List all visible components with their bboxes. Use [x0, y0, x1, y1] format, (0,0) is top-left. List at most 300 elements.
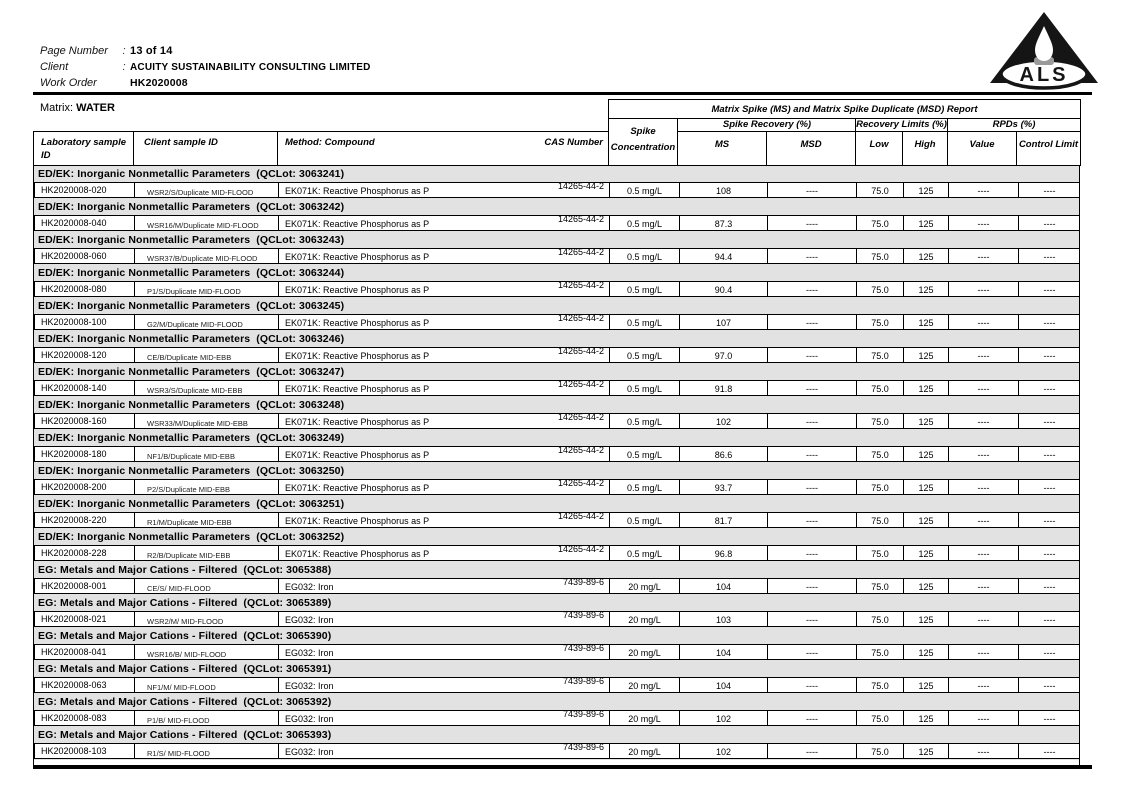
method-compound: EK071K: Reactive Phosphorus as P — [285, 384, 430, 394]
col-header-ms: MS — [677, 131, 767, 166]
sample-data-row — [34, 248, 1079, 265]
cas-number: 7439-89-6 — [562, 577, 604, 587]
cas-number: 14265-44-2 — [557, 181, 604, 191]
recovery-limit-high-cell: 125 — [903, 644, 949, 660]
recovery-limit-high-cell: 125 — [903, 182, 949, 198]
qclot-section-label: ED/EK: Inorganic Nonmetallic Parameters (QCLot: 3063250) — [38, 465, 345, 477]
qclot-section-header — [34, 265, 1079, 281]
qclot-section-label: EG: Metals and Major Cations - Filtered (QCLot: 3065393) — [38, 729, 332, 741]
method-compound: EK071K: Reactive Phosphorus as P — [285, 252, 430, 262]
msd-recovery-cell: ---- — [767, 413, 857, 429]
recovery-limit-high-cell: 125 — [903, 479, 949, 495]
lab-sample-id-cell: HK2020008-020 — [34, 182, 135, 198]
lab-sample-id-cell: HK2020008-220 — [34, 512, 135, 528]
sample-data-row — [34, 347, 1079, 364]
lab-sample-id-cell: HK2020008-100 — [34, 314, 135, 330]
spike-concentration-cell: 0.5 mg/L — [609, 512, 680, 528]
lab-sample-id-cell: HK2020008-083 — [34, 710, 135, 726]
rpd-value-cell: ---- — [948, 710, 1019, 726]
lab-sample-id-cell: HK2020008-021 — [34, 611, 135, 627]
lab-sample-id-cell: HK2020008-160 — [34, 413, 135, 429]
ms-recovery-cell: 107 — [679, 314, 768, 330]
spike-concentration-cell: 0.5 mg/L — [609, 479, 680, 495]
rpd-value-cell: ---- — [948, 644, 1019, 660]
col-header-low: Low — [855, 131, 903, 166]
method-compound-cell — [278, 347, 610, 363]
rpd-control-limit-cell: ---- — [1018, 248, 1080, 264]
sample-data-row — [34, 677, 1079, 694]
rpd-control-limit-cell: ---- — [1018, 677, 1080, 693]
cas-number: 7439-89-6 — [562, 676, 604, 686]
spike-concentration-cell: 0.5 mg/L — [609, 413, 680, 429]
spike-concentration-cell: 0.5 mg/L — [609, 182, 680, 198]
sample-data-row — [34, 512, 1079, 529]
lab-sample-id-cell: HK2020008-041 — [34, 644, 135, 660]
client-sample-id-cell: WSR3/S/Duplicate MID-EBB — [134, 380, 279, 396]
spike-concentration-cell: 20 mg/L — [609, 611, 680, 627]
ms-recovery-cell: 102 — [679, 413, 768, 429]
work-order-label: Work Order — [40, 77, 97, 89]
recovery-limit-high-cell: 125 — [903, 413, 949, 429]
recovery-limit-high-cell: 125 — [903, 743, 949, 759]
recovery-limit-high-cell: 125 — [903, 710, 949, 726]
col-header-client-sample-id: Client sample ID — [133, 131, 278, 166]
qclot-section-header — [34, 199, 1079, 215]
rpd-control-limit-cell: ---- — [1018, 578, 1080, 594]
client-sample-id-cell: WSR33/M/Duplicate MID-EBB — [134, 413, 279, 429]
cas-number: 14265-44-2 — [557, 214, 604, 224]
msd-recovery-cell: ---- — [767, 347, 857, 363]
qclot-section-header — [34, 166, 1079, 182]
method-compound: EG032: Iron — [285, 648, 334, 658]
qclot-section-header — [34, 694, 1079, 710]
method-compound-cell — [278, 512, 610, 528]
rpd-control-limit-cell: ---- — [1018, 512, 1080, 528]
ms-recovery-cell: 81.7 — [679, 512, 768, 528]
recovery-limit-high-cell: 125 — [903, 611, 949, 627]
rpd-value-cell: ---- — [948, 512, 1019, 528]
recovery-limit-high-cell: 125 — [903, 512, 949, 528]
rpd-value-cell: ---- — [948, 743, 1019, 759]
method-compound: EK071K: Reactive Phosphorus as P — [285, 318, 430, 328]
method-compound-cell — [278, 479, 610, 495]
spike-concentration-cell: 0.5 mg/L — [609, 545, 680, 561]
recovery-limit-low-cell: 75.0 — [856, 644, 904, 660]
rpd-value-cell: ---- — [948, 380, 1019, 396]
lab-sample-id-cell: HK2020008-040 — [34, 215, 135, 231]
rpd-value-cell: ---- — [948, 611, 1019, 627]
recovery-limit-low-cell: 75.0 — [856, 413, 904, 429]
work-order-value: HK2020008 — [130, 77, 188, 89]
lab-sample-id-cell: HK2020008-001 — [34, 578, 135, 594]
rpd-value-cell: ---- — [948, 314, 1019, 330]
rpd-control-limit-cell: ---- — [1018, 446, 1080, 462]
method-compound-cell — [278, 413, 610, 429]
rpd-value-cell: ---- — [948, 248, 1019, 264]
rpd-control-limit-cell: ---- — [1018, 644, 1080, 660]
rpd-control-limit-cell: ---- — [1018, 281, 1080, 297]
method-compound: EK071K: Reactive Phosphorus as P — [285, 219, 430, 229]
ms-recovery-cell: 102 — [679, 743, 768, 759]
col-header-msd: MSD — [766, 131, 856, 166]
msd-recovery-cell: ---- — [767, 611, 857, 627]
rpd-value-cell: ---- — [948, 182, 1019, 198]
method-compound-cell — [278, 710, 610, 726]
recovery-limit-high-cell: 125 — [903, 347, 949, 363]
client-sample-id-cell: R1/M/Duplicate MID-EBB — [134, 512, 279, 528]
lab-sample-id-cell: HK2020008-140 — [34, 380, 135, 396]
msd-recovery-cell: ---- — [767, 545, 857, 561]
ms-recovery-cell: 94.4 — [679, 248, 768, 264]
qclot-section-label: ED/EK: Inorganic Nonmetallic Parameters (QCLot: 3063248) — [38, 399, 345, 411]
recovery-limit-low-cell: 75.0 — [856, 743, 904, 759]
client-sample-id-cell: CE/S/ MID-FLOOD — [134, 578, 279, 594]
spike-concentration-cell: 0.5 mg/L — [609, 248, 680, 264]
recovery-limit-high-cell: 125 — [903, 677, 949, 693]
ms-recovery-cell: 91.8 — [679, 380, 768, 396]
lab-sample-id-cell: HK2020008-060 — [34, 248, 135, 264]
col-group-spike-recovery: Spike Recovery (%) — [677, 118, 857, 132]
client-sample-id-cell: WSR37/B/Duplicate MID-FLOOD — [134, 248, 279, 264]
ms-recovery-cell: 86.6 — [679, 446, 768, 462]
msd-recovery-cell: ---- — [767, 215, 857, 231]
qclot-section-header — [34, 661, 1079, 677]
sample-data-row — [34, 545, 1079, 562]
msd-recovery-cell: ---- — [767, 248, 857, 264]
qclot-section-header — [34, 397, 1079, 413]
spike-concentration-cell: 20 mg/L — [609, 578, 680, 594]
recovery-limit-low-cell: 75.0 — [856, 677, 904, 693]
qclot-section-label: ED/EK: Inorganic Nonmetallic Parameters (QCLot: 3063244) — [38, 267, 345, 279]
ms-recovery-cell: 108 — [679, 182, 768, 198]
ms-recovery-cell: 93.7 — [679, 479, 768, 495]
spike-concentration-cell: 0.5 mg/L — [609, 314, 680, 330]
matrix-line — [40, 102, 115, 114]
method-compound: EG032: Iron — [285, 714, 334, 724]
recovery-limit-low-cell: 75.0 — [856, 248, 904, 264]
qclot-section-header — [34, 430, 1079, 446]
lab-header-line1: Laboratory sample — [41, 137, 126, 148]
recovery-limit-low-cell: 75.0 — [856, 281, 904, 297]
qclot-section-label: ED/EK: Inorganic Nonmetallic Parameters (QCLot: 3063247) — [38, 366, 345, 378]
col-header-control-limit: Control Limit — [1016, 131, 1081, 166]
page-number-value: 13 of 14 — [130, 45, 173, 57]
qclot-section-label: ED/EK: Inorganic Nonmetallic Parameters (QCLot: 3063242) — [38, 201, 345, 213]
qclot-section-label: EG: Metals and Major Cations - Filtered (QCLot: 3065391) — [38, 663, 332, 675]
ms-recovery-cell: 103 — [679, 611, 768, 627]
ms-recovery-cell: 104 — [679, 677, 768, 693]
recovery-limit-high-cell: 125 — [903, 314, 949, 330]
method-compound: EK071K: Reactive Phosphorus as P — [285, 417, 430, 427]
rpd-value-cell: ---- — [948, 677, 1019, 693]
msd-report-banner: Matrix Spike (MS) and Matrix Spike Duplicate (MSD) Report — [608, 99, 1081, 119]
method-compound-cell — [278, 215, 610, 231]
qclot-section-label: EG: Metals and Major Cations - Filtered (QCLot: 3065388) — [38, 564, 332, 576]
recovery-limit-low-cell: 75.0 — [856, 182, 904, 198]
recovery-limit-low-cell: 75.0 — [856, 380, 904, 396]
msd-recovery-cell: ---- — [767, 380, 857, 396]
sample-data-row — [34, 644, 1079, 661]
rpd-value-cell: ---- — [948, 446, 1019, 462]
cas-number: 14265-44-2 — [557, 379, 604, 389]
cas-number: 14265-44-2 — [557, 478, 604, 488]
method-compound: EK071K: Reactive Phosphorus as P — [285, 483, 430, 493]
qclot-section-header — [34, 463, 1079, 479]
client-sample-id-cell: WSR16/B/ MID-FLOOD — [134, 644, 279, 660]
col-header-method-compound: Method: Compound — [285, 137, 375, 148]
spike-concentration-cell: 0.5 mg/L — [609, 281, 680, 297]
spike-concentration-cell: 0.5 mg/L — [609, 380, 680, 396]
rpd-control-limit-cell: ---- — [1018, 479, 1080, 495]
method-compound-cell — [278, 743, 610, 759]
ms-recovery-cell: 104 — [679, 644, 768, 660]
lab-sample-id-cell: HK2020008-080 — [34, 281, 135, 297]
client-sample-id-cell: P1/B/ MID-FLOOD — [134, 710, 279, 726]
client-sample-id-cell: WSR2/S/Duplicate MID-FLOOD — [134, 182, 279, 198]
rpd-value-cell: ---- — [948, 578, 1019, 594]
qclot-section-label: ED/EK: Inorganic Nonmetallic Parameters (QCLot: 3063245) — [38, 300, 345, 312]
qclot-section-label: ED/EK: Inorganic Nonmetallic Parameters (QCLot: 3063251) — [38, 498, 345, 510]
qclot-section-header — [34, 595, 1079, 611]
method-compound: EG032: Iron — [285, 582, 334, 592]
rpd-control-limit-cell: ---- — [1018, 710, 1080, 726]
qclot-section-label: EG: Metals and Major Cations - Filtered (QCLot: 3065392) — [38, 696, 332, 708]
rpd-control-limit-cell: ---- — [1018, 743, 1080, 759]
lab-sample-id-cell: HK2020008-180 — [34, 446, 135, 462]
msd-recovery-cell: ---- — [767, 743, 857, 759]
recovery-limit-low-cell: 75.0 — [856, 710, 904, 726]
ms-recovery-cell: 97.0 — [679, 347, 768, 363]
qclot-section-header — [34, 562, 1079, 578]
col-header-laboratory-sample-id — [33, 131, 134, 166]
method-compound-cell — [278, 677, 610, 693]
qclot-section-label: EG: Metals and Major Cations - Filtered (QCLot: 3065390) — [38, 630, 332, 642]
rpd-control-limit-cell: ---- — [1018, 314, 1080, 330]
header-divider-rule — [33, 92, 1092, 95]
msd-recovery-cell: ---- — [767, 677, 857, 693]
cas-number: 7439-89-6 — [562, 742, 604, 752]
cas-number: 7439-89-6 — [562, 643, 604, 653]
rpd-control-limit-cell: ---- — [1018, 413, 1080, 429]
method-compound-cell — [278, 644, 610, 660]
als-logo-icon — [988, 10, 1100, 92]
recovery-limit-low-cell: 75.0 — [856, 215, 904, 231]
client-sample-id-cell: CE/B/Duplicate MID-EBB — [134, 347, 279, 363]
ms-recovery-cell: 87.3 — [679, 215, 768, 231]
client-sample-id-cell: NF1/M/ MID-FLOOD — [134, 677, 279, 693]
client-sample-id-cell: NF1/B/Duplicate MID-EBB — [134, 446, 279, 462]
qclot-section-label: ED/EK: Inorganic Nonmetallic Parameters (QCLot: 3063243) — [38, 234, 345, 246]
spike-concentration-cell: 20 mg/L — [609, 644, 680, 660]
qclot-section-label: EG: Metals and Major Cations - Filtered (QCLot: 3065389) — [38, 597, 332, 609]
col-group-recovery-limits: Recovery Limits (%) — [856, 119, 947, 130]
rpd-control-limit-cell: ---- — [1018, 182, 1080, 198]
recovery-limit-low-cell: 75.0 — [856, 611, 904, 627]
cas-number: 14265-44-2 — [557, 313, 604, 323]
matrix-label: Matrix: — [40, 102, 73, 114]
msd-recovery-cell: ---- — [767, 446, 857, 462]
qclot-section-label: ED/EK: Inorganic Nonmetallic Parameters (QCLot: 3063246) — [38, 333, 345, 345]
method-compound-cell — [278, 611, 610, 627]
method-compound: EK071K: Reactive Phosphorus as P — [285, 450, 430, 460]
page-number-separator: : — [122, 45, 126, 57]
method-compound: EK071K: Reactive Phosphorus as P — [285, 186, 430, 196]
spike-concentration-cell: 0.5 mg/L — [609, 347, 680, 363]
sample-data-row — [34, 314, 1079, 331]
msd-recovery-cell: ---- — [767, 578, 857, 594]
recovery-limit-high-cell: 125 — [903, 215, 949, 231]
rpd-control-limit-cell: ---- — [1018, 545, 1080, 561]
method-compound: EG032: Iron — [285, 615, 334, 625]
col-header-value: Value — [947, 131, 1017, 166]
rpd-value-cell: ---- — [948, 215, 1019, 231]
qclot-section-header — [34, 529, 1079, 545]
cas-number: 14265-44-2 — [557, 346, 604, 356]
spike-concentration-cell: 20 mg/L — [609, 677, 680, 693]
sample-data-row — [34, 182, 1079, 199]
client-sample-id-cell: P1/S/Duplicate MID-FLOOD — [134, 281, 279, 297]
rpd-value-cell: ---- — [948, 413, 1019, 429]
method-compound-cell — [278, 380, 610, 396]
msd-recovery-cell: ---- — [767, 479, 857, 495]
spike-concentration-cell: 20 mg/L — [609, 743, 680, 759]
method-compound-cell — [278, 578, 610, 594]
method-compound-cell — [278, 281, 610, 297]
cas-number: 7439-89-6 — [562, 709, 604, 719]
rpd-value-cell: ---- — [948, 347, 1019, 363]
sample-data-row — [34, 446, 1079, 463]
col-group-rpds: RPDs (%) — [947, 118, 1081, 132]
sample-data-row — [34, 215, 1079, 232]
spike-concentration-cell: 0.5 mg/L — [609, 446, 680, 462]
recovery-limit-low-cell: 75.0 — [856, 347, 904, 363]
cas-number: 14265-44-2 — [557, 544, 604, 554]
qclot-section-header — [34, 364, 1079, 380]
rpd-control-limit-cell: ---- — [1018, 215, 1080, 231]
qclot-section-header — [34, 496, 1079, 512]
method-compound-cell — [278, 314, 610, 330]
cas-number: 14265-44-2 — [557, 412, 604, 422]
method-compound-cell — [278, 182, 610, 198]
recovery-limit-high-cell: 125 — [903, 446, 949, 462]
client-sample-id-cell: G2/M/Duplicate MID-FLOOD — [134, 314, 279, 330]
lab-sample-id-cell: HK2020008-200 — [34, 479, 135, 495]
cas-number: 14265-44-2 — [557, 511, 604, 521]
recovery-limit-low-cell: 75.0 — [856, 545, 904, 561]
cas-number: 7439-89-6 — [562, 610, 604, 620]
client-sample-id-cell: WSR2/M/ MID-FLOOD — [134, 611, 279, 627]
spike-concentration-cell: 0.5 mg/L — [609, 215, 680, 231]
recovery-limit-low-cell: 75.0 — [856, 479, 904, 495]
client-sample-id-cell: WSR16/M/Duplicate MID-FLOOD — [134, 215, 279, 231]
sample-data-row — [34, 413, 1079, 430]
lab-sample-id-cell: HK2020008-063 — [34, 677, 135, 693]
work-order-row — [40, 73, 188, 91]
col-header-high: High — [902, 131, 948, 166]
qclot-section-header — [34, 298, 1079, 314]
recovery-limit-high-cell: 125 — [903, 545, 949, 561]
client-value: ACUITY SUSTAINABILITY CONSULTING LIMITED — [130, 62, 371, 73]
spike-conc-line2: Concentration — [610, 142, 676, 153]
method-compound: EK071K: Reactive Phosphorus as P — [285, 516, 430, 526]
client-separator: : — [122, 61, 126, 73]
msd-recovery-cell: ---- — [767, 182, 857, 198]
msd-recovery-cell: ---- — [767, 314, 857, 330]
sample-data-row — [34, 710, 1079, 727]
qclot-section-header — [34, 727, 1079, 743]
sample-data-row — [34, 281, 1079, 298]
table-body — [33, 166, 1080, 765]
rpd-control-limit-cell: ---- — [1018, 347, 1080, 363]
msd-recovery-cell: ---- — [767, 644, 857, 660]
msd-recovery-cell: ---- — [767, 710, 857, 726]
cas-number: 14265-44-2 — [557, 445, 604, 455]
ms-recovery-cell: 96.8 — [679, 545, 768, 561]
matrix-value: WATER — [76, 102, 115, 114]
method-compound: EG032: Iron — [285, 747, 334, 757]
spike-concentration-cell: 20 mg/L — [609, 710, 680, 726]
method-compound-cell — [278, 545, 610, 561]
recovery-limit-low-cell: 75.0 — [856, 314, 904, 330]
recovery-limit-low-cell: 75.0 — [856, 578, 904, 594]
lab-sample-id-cell: HK2020008-228 — [34, 545, 135, 561]
sample-data-row — [34, 743, 1079, 760]
qclot-section-label: ED/EK: Inorganic Nonmetallic Parameters (QCLot: 3063241) — [38, 168, 345, 180]
table-bottom-filler — [34, 760, 1079, 765]
page-number-label: Page Number — [40, 45, 108, 57]
method-compound: EK071K: Reactive Phosphorus as P — [285, 351, 430, 361]
col-header-cas-number: CAS Number — [544, 137, 603, 148]
spike-conc-line1: Spike — [630, 126, 656, 137]
cas-number: 14265-44-2 — [557, 247, 604, 257]
ms-recovery-cell: 102 — [679, 710, 768, 726]
footer-divider-rule — [33, 765, 1092, 769]
method-compound-cell — [278, 248, 610, 264]
msd-recovery-cell: ---- — [767, 512, 857, 528]
recovery-limit-low-cell: 75.0 — [856, 446, 904, 462]
lab-sample-id-cell: HK2020008-103 — [34, 743, 135, 759]
qclot-section-header — [34, 331, 1079, 347]
qclot-section-label: ED/EK: Inorganic Nonmetallic Parameters (QCLot: 3063249) — [38, 432, 345, 444]
client-label: Client — [40, 61, 69, 73]
method-compound: EK071K: Reactive Phosphorus as P — [285, 549, 430, 559]
recovery-limit-low-cell: 75.0 — [856, 512, 904, 528]
qclot-section-header — [34, 232, 1079, 248]
lab-header-line2: ID — [41, 150, 51, 161]
cas-number: 14265-44-2 — [557, 280, 604, 290]
qclot-section-header — [34, 628, 1079, 644]
msd-recovery-cell: ---- — [767, 281, 857, 297]
rpd-control-limit-cell: ---- — [1018, 380, 1080, 396]
sample-data-row — [34, 479, 1079, 496]
sample-data-row — [34, 380, 1079, 397]
col-header-method-cas — [277, 131, 609, 166]
ms-recovery-cell: 90.4 — [679, 281, 768, 297]
ms-recovery-cell: 104 — [679, 578, 768, 594]
method-compound-cell — [278, 446, 610, 462]
recovery-limit-high-cell: 125 — [903, 578, 949, 594]
recovery-limit-high-cell: 125 — [903, 281, 949, 297]
col-header-spike-concentration — [608, 118, 678, 166]
method-compound: EK071K: Reactive Phosphorus as P — [285, 285, 430, 295]
sample-data-row — [34, 578, 1079, 595]
sample-data-row — [34, 611, 1079, 628]
rpd-control-limit-cell: ---- — [1018, 611, 1080, 627]
lab-sample-id-cell: HK2020008-120 — [34, 347, 135, 363]
recovery-limit-high-cell: 125 — [903, 380, 949, 396]
rpd-value-cell: ---- — [948, 479, 1019, 495]
client-sample-id-cell: R1/S/ MID-FLOOD — [134, 743, 279, 759]
